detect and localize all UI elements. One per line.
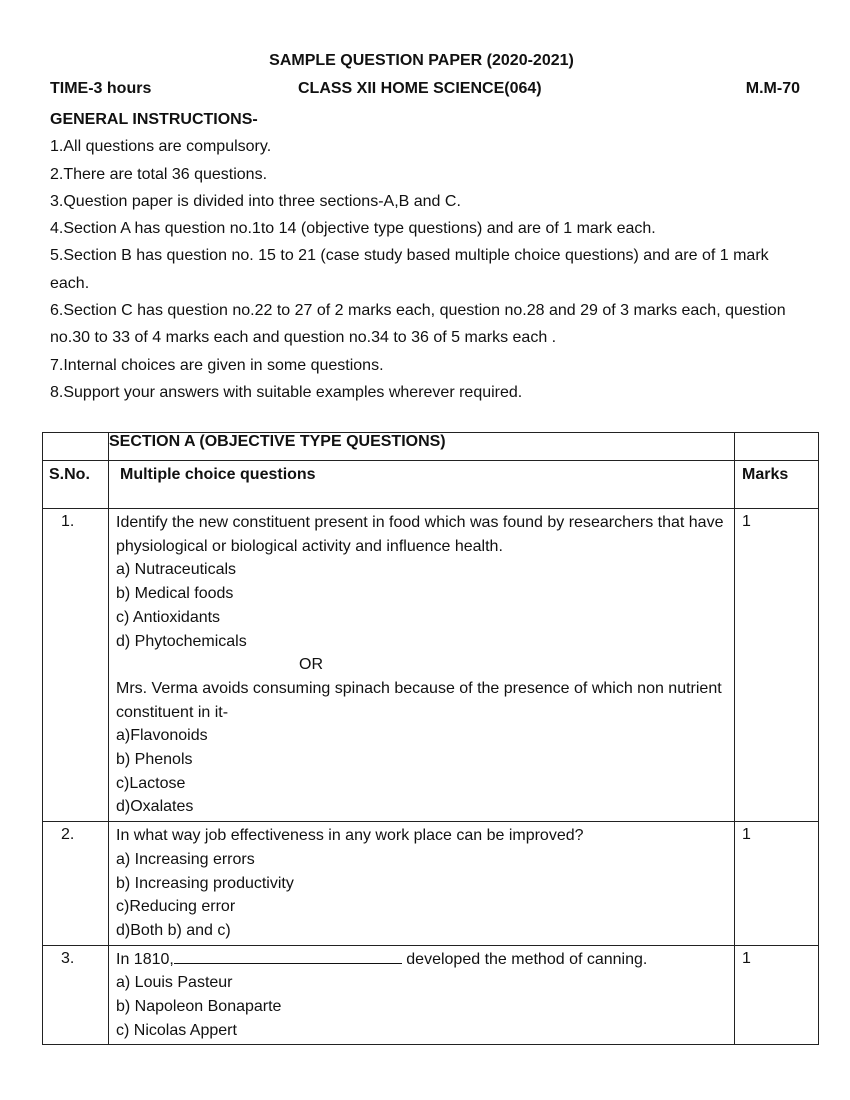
question-text-cell (109, 945, 735, 1045)
question-option: a)Flavonoids (116, 727, 208, 745)
question-stem: Identify the new constituent present in food which was found by researchers that have physiological or biological activity and influence health. (116, 514, 724, 555)
instruction-item: 6.Section C has question no.22 to 27 of 2 marks each, question no.28 and 29 of 3 marks each, question no.30 to 33 of 4 marks each and question no.34 to 36 of 5 marks each . (50, 302, 791, 347)
exam-meta-row (50, 80, 800, 100)
question-number: 1. (43, 509, 109, 822)
question-marks: 1 (735, 509, 819, 822)
empty-cell (735, 433, 819, 461)
question-marks: 1 (735, 945, 819, 1045)
question-option: c) Antioxidants (116, 608, 221, 626)
question-option: c) Nicolas Appert (116, 1021, 237, 1039)
question-text-cell (109, 822, 735, 946)
question-option: c)Reducing error (116, 898, 236, 916)
instruction-item: 7.Internal choices are given in some questions. (50, 356, 384, 374)
question-option: a) Nutraceuticals (116, 561, 237, 579)
question-number: 3. (43, 945, 109, 1045)
instruction-item: 1.All questions are compulsory. (50, 138, 272, 156)
general-instructions (50, 106, 810, 406)
class-subject: CLASS XII HOME SCIENCE(064) (298, 80, 542, 97)
empty-cell (43, 433, 109, 461)
question-option: a) Increasing errors (116, 850, 255, 868)
stem-before-blank: In 1810, (116, 950, 174, 968)
question-row (43, 509, 819, 822)
fill-in-blank (174, 949, 402, 964)
or-separator: OR (299, 656, 323, 674)
question-option: b) Medical foods (116, 585, 234, 603)
instruction-item: 2.There are total 36 questions. (50, 165, 268, 183)
question-stem (116, 948, 730, 972)
instructions-heading: GENERAL INSTRUCTIONS- (50, 111, 258, 128)
question-stem: In what way job effectiveness in any work place can be improved? (116, 827, 584, 845)
question-text-cell (109, 509, 735, 822)
instruction-item: 4.Section A has question no.1to 14 (objective type questions) and are of 1 mark each. (50, 220, 656, 238)
question-option: b) Increasing productivity (116, 874, 294, 892)
question-option: c)Lactose (116, 774, 186, 792)
alternate-question-stem: Mrs. Verma avoids consuming spinach because of the presence of which non nutrient constituent in it- (116, 679, 722, 721)
question-option: b) Phenols (116, 751, 193, 769)
column-header-row (43, 461, 819, 509)
instruction-item: 5.Section B has question no. 15 to 21 (case study based multiple choice questions) and are of 1 mark each. (50, 247, 774, 292)
stem-after-blank: developed the method of canning. (401, 950, 648, 968)
section-header-row (43, 433, 819, 461)
instruction-item: 8.Support your answers with suitable examples wherever required. (50, 383, 523, 401)
question-option: b) Napoleon Bonaparte (116, 998, 282, 1016)
exam-duration: TIME-3 hours (50, 80, 152, 97)
question-option: d) Phytochemicals (116, 632, 247, 650)
question-number: 2. (43, 822, 109, 946)
page-title: SAMPLE QUESTION PAPER (2020-2021) (269, 52, 574, 69)
section-title: SECTION A (OBJECTIVE TYPE QUESTIONS) (109, 433, 735, 461)
question-marks: 1 (735, 822, 819, 946)
question-option: a) Louis Pasteur (116, 974, 233, 992)
column-header-marks: Marks (735, 461, 819, 509)
column-header-sno: S.No. (43, 461, 109, 509)
maximum-marks: M.M-70 (745, 80, 800, 97)
question-option: d)Oxalates (116, 798, 194, 816)
question-table (42, 432, 819, 1045)
column-header-question: Multiple choice questions (109, 461, 735, 509)
instruction-item: 3.Question paper is divided into three sections-A,B and C. (50, 192, 461, 210)
question-option: d)Both b) and c) (116, 921, 231, 939)
question-row (43, 822, 819, 946)
question-row (43, 945, 819, 1045)
